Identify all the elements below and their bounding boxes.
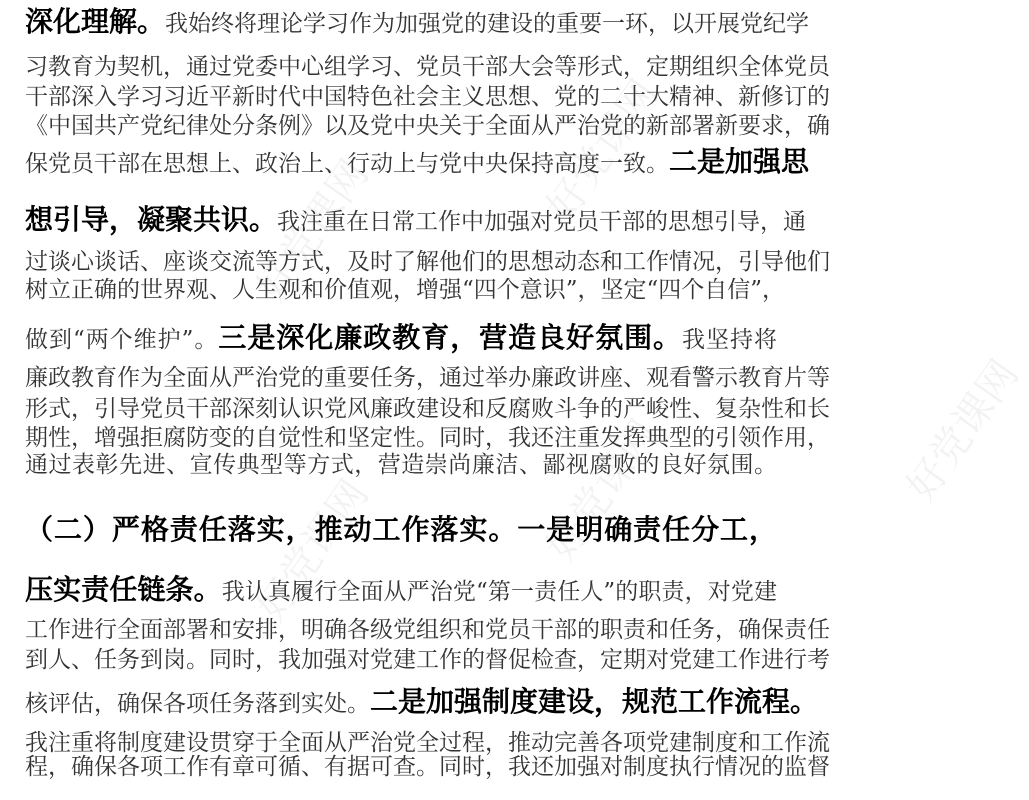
body-text: 廉政教育作为全面从严治党的重要任务，通过举办廉政讲座、观看警示教育片等 — [25, 365, 830, 391]
text-line — [25, 515, 777, 547]
text-line — [25, 111, 830, 141]
body-text: 我坚持将 — [682, 327, 777, 353]
body-text: 到人、任务到岗。同时，我加强对党建工作的督促检查，定期对党建工作进行考 — [25, 647, 830, 673]
text-line — [25, 275, 786, 305]
text-line — [25, 450, 777, 480]
body-text: 我注重在日常工作中加强对党员干部的思想引导，通 — [277, 209, 807, 235]
watermark: 好党课网 — [538, 411, 668, 570]
body-text: 干部深入学习习近平新时代中国特色社会主义思想、党的二十大精神、新修订的 — [25, 84, 830, 110]
body-text: 树立正确的世界观、人生观和价值观，增强“四个意识”，坚定“四个自信”， — [25, 277, 786, 303]
body-text: 过谈心谈话、座谈交流等方式，及时了解他们的思想动态和工作情况，引导他们 — [25, 249, 830, 275]
text-line — [25, 247, 830, 277]
body-text: 期性，增强拒腐防变的自觉性和坚定性。同时，我还注重发挥典型的引领作用， — [25, 425, 830, 451]
text-line — [25, 575, 777, 607]
text-line — [25, 752, 830, 782]
body-text: 工作进行全面部署和安排，明确各级党组织和党员干部的职责和任务，确保责任 — [25, 617, 830, 643]
body-text: 我始终将理论学习作为加强党的建设的重要一环，以开展党纪学 — [165, 11, 810, 37]
body-text: 程，确保各项工作有章可循、有据可查。同时，我还加强对制度执行情况的监督 — [25, 754, 830, 780]
body-text: 保党员干部在思想上、政治上、行动上与党中央保持高度一致。 — [25, 151, 669, 177]
text-line — [25, 145, 810, 179]
bold-heading-text: 压实责任链条。 — [25, 573, 222, 606]
text-line — [25, 203, 807, 237]
body-text: 习教育为契机，通过党委中心组学习、党员干部大会等形式，定期组织全体党员 — [25, 54, 830, 80]
bold-heading-text: 二是加强制度建设，规范工作流程。 — [370, 685, 819, 718]
bold-heading-text: （二）严格责任落实，推动工作落实。一是明确责任分工， — [25, 513, 777, 546]
body-text: 形式，引导党员干部深刻认识党风廉政建设和反腐败斗争的严峻性、复杂性和长 — [25, 396, 830, 422]
bold-heading-text: 深化理解。 — [25, 5, 166, 38]
text-line — [25, 323, 777, 355]
text-line — [25, 685, 819, 719]
text-line — [25, 52, 830, 82]
watermark: 好党课网 — [538, 71, 668, 230]
text-line — [25, 645, 830, 675]
body-text: 做到“两个维护”。 — [25, 327, 219, 353]
text-line — [25, 5, 810, 39]
text-line — [25, 363, 830, 393]
body-text: 核评估，确保各项任务落到实处。 — [25, 691, 370, 717]
text-line — [25, 615, 830, 645]
body-text: 我认真履行全面从严治党“第一责任人”的职责，对党建 — [221, 579, 777, 605]
bold-heading-text: 三是深化廉政教育，营造良好氛围。 — [218, 321, 683, 354]
watermark: 好党课网 — [248, 151, 378, 310]
bold-heading-text: 想引导，凝聚共识。 — [25, 203, 278, 236]
body-text: 通过表彰先进、宣传典型等方式，营造崇尚廉洁、鄙视腐败的良好氛围。 — [25, 452, 777, 478]
watermark: 好党课网 — [248, 471, 378, 630]
text-line — [25, 423, 830, 453]
body-text: 我注重将制度建设贯穿于全面从严治党全过程，推动完善各项党建制度和工作流 — [25, 730, 830, 756]
body-text: 《中国共产党纪律处分条例》以及党中央关于全面从严治党的新部署新要求，确 — [25, 113, 830, 139]
bold-heading-text: 二是加强思 — [669, 145, 810, 178]
watermark: 好党课网 — [898, 351, 1028, 510]
text-line — [25, 82, 830, 112]
text-line — [25, 394, 830, 424]
